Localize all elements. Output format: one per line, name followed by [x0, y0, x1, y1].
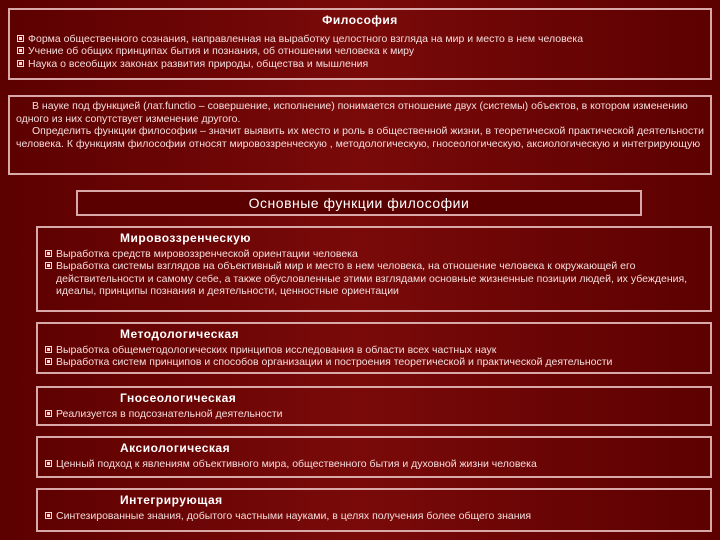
checkbox-bullet-icon [45, 512, 52, 519]
main-functions-title: Основные функции философии [248, 194, 470, 211]
philosophy-title: Философия [322, 13, 398, 27]
definition-paragraph: В науке под функцией (лат.functio – совершение, исполнение) понимается отношение двух (системы) объектов, в котором изменению одного из них сопутствует изменение другого. [16, 100, 688, 125]
function-title: Аксиологическая [120, 441, 231, 455]
checkbox-bullet-icon [45, 460, 52, 467]
checkbox-bullet-icon [45, 358, 52, 365]
checkbox-bullet-icon [45, 410, 52, 417]
list-item: Реализуется в подсознательной деятельности [44, 408, 704, 421]
function-title: Мировоззренческую [120, 231, 252, 245]
list-item: Наука о всеобщих законах развития природы, общества и мышления [16, 58, 704, 71]
checkbox-bullet-icon [45, 346, 52, 353]
function-box-integrating [36, 488, 712, 532]
list-item: Учение об общих принципах бытия и познания, об отношении человека к миру [16, 45, 704, 58]
checkbox-bullet-icon [17, 47, 24, 54]
list-item: Выработка общеметодологических принципов исследования в области всех частных наук [44, 344, 704, 357]
definition-paragraph: Определить функции философии – значит выявить их место и роль в общественной жизни, в теоретической практической деятельности человека. К функциям философии относят мировоззренческую , методологическую, гносеологическую, аксиологическую и интегрирующую [16, 125, 704, 150]
checkbox-bullet-icon [45, 250, 52, 257]
list-item: Синтезированные знания, добытого частными науками, в целях получения более общего знания [44, 510, 704, 523]
checkbox-bullet-icon [17, 60, 24, 67]
function-box-epistemological [36, 386, 712, 426]
list-item: Выработка системы взглядов на объективный мир и место в нем человека, на отношение человека к окружающей его действительности и самому себе, а также обусловленные этими взглядами основные жизненные позиции людей, их убеждения, идеалы, принципы познания и деятельности, ценностные ориентации [44, 260, 704, 298]
function-box-worldview [36, 226, 712, 312]
philosophy-definition-box [8, 8, 712, 80]
function-box-axiological [36, 436, 712, 478]
function-title: Методологическая [120, 327, 240, 341]
main-functions-title-box [76, 190, 642, 216]
checkbox-bullet-icon [17, 35, 24, 42]
checkbox-bullet-icon [45, 262, 52, 269]
list-item: Выработка систем принципов и способов организации и построения теоретической и практической деятельности [44, 356, 704, 369]
list-item: Ценный подход к явлениям объективного мира, общественного бытия и духовной жизни человека [44, 458, 704, 471]
function-definition-box [8, 95, 712, 175]
function-title: Интегрирующая [120, 493, 223, 507]
list-item: Форма общественного сознания, направленная на выработку целостного взгляда на мир и место в нем человека [16, 33, 704, 46]
function-title: Гносеологическая [120, 391, 237, 405]
function-box-methodological [36, 322, 712, 374]
list-item: Выработка средств мировоззренческой ориентации человека [44, 248, 704, 261]
